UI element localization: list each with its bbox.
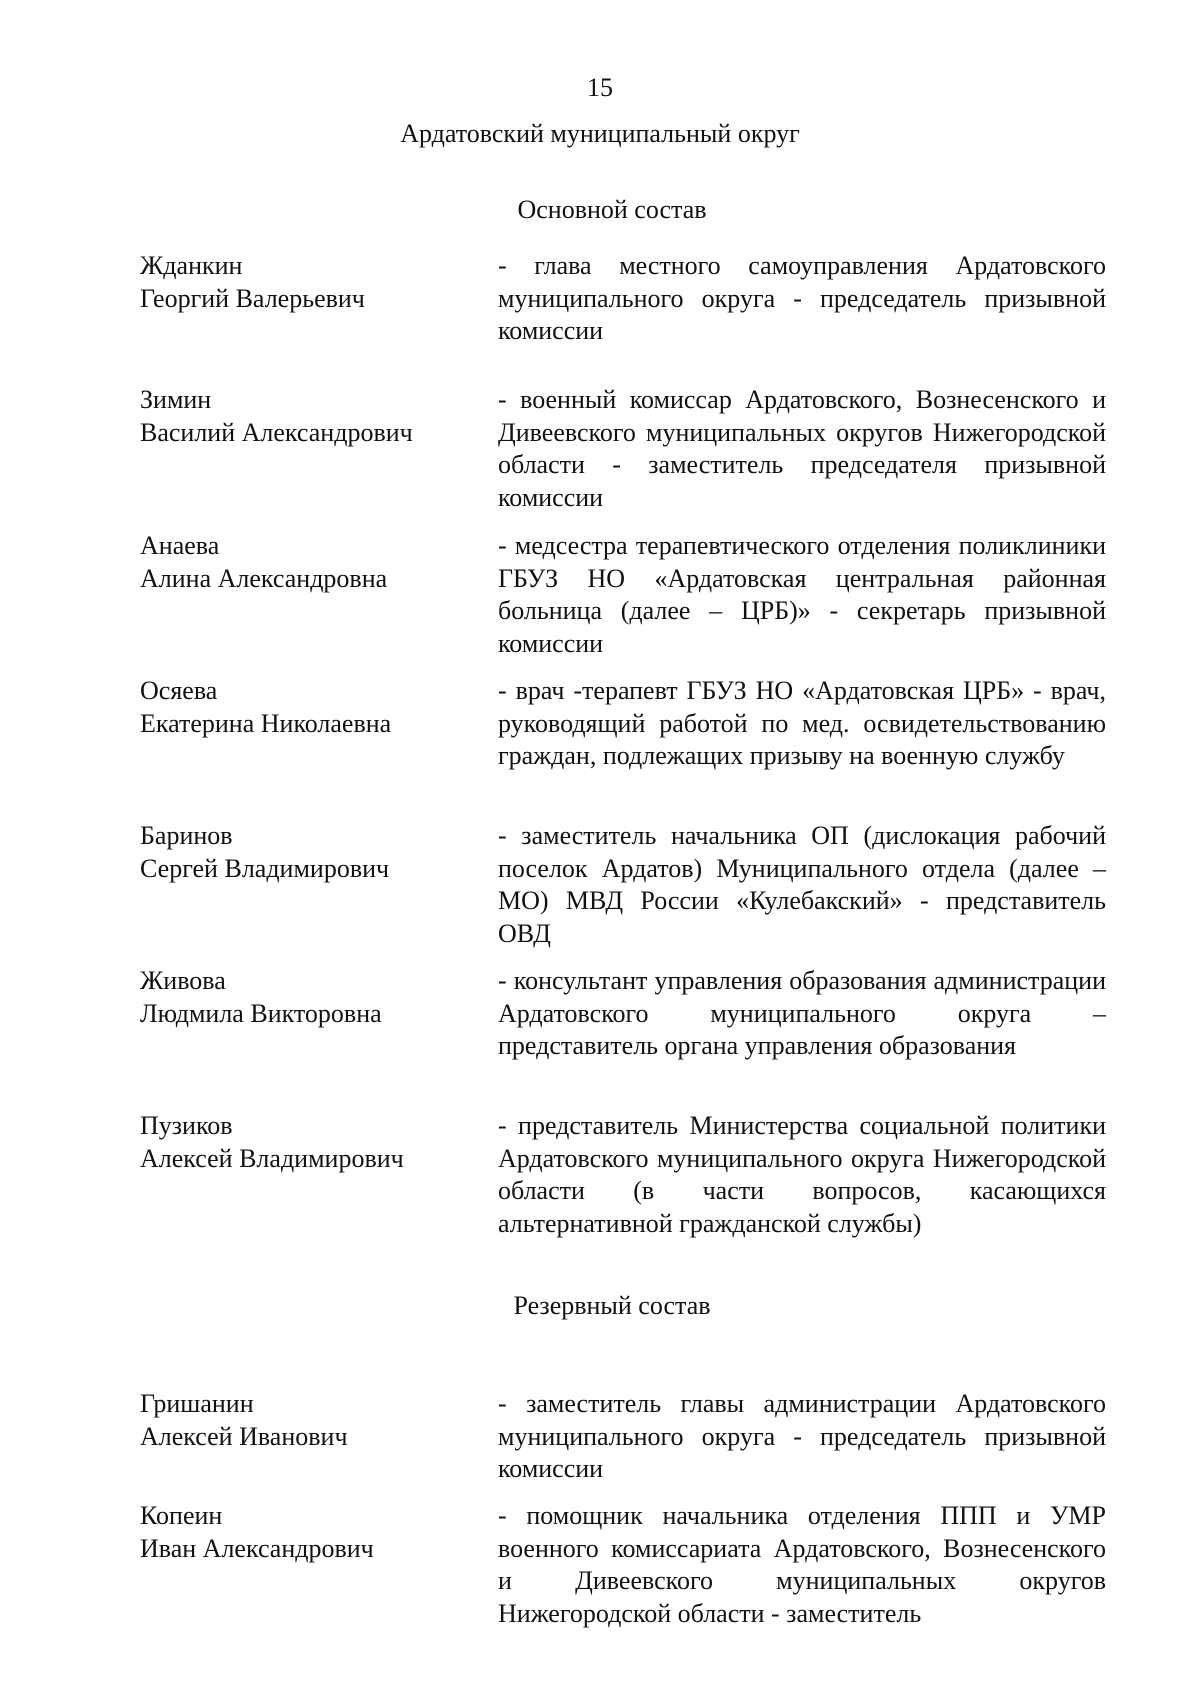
member-surname: Жданкин [140, 251, 243, 280]
member-name [140, 965, 480, 1030]
member-given-names: Людмила Викторовна [140, 998, 382, 1028]
member-role: - военный комиссар Ардатовского, Вознесенского и Дивеевского муниципальных округов Нижегородской области - заместитель председателя призывной комиссии [498, 385, 1106, 512]
member-surname: Баринов [140, 821, 233, 850]
member-name [140, 250, 480, 315]
member-surname: Анаева [140, 531, 220, 560]
member-role: - помощник начальника отделения ППП и УМР военного комиссариата Ардатовского, Вознесенского и Дивеевского муниципальных округов Нижегородской области - заместитель [498, 1501, 1106, 1628]
member-surname: Осяева [140, 676, 218, 705]
member-name [140, 820, 480, 885]
member-given-names: Алексей Владимирович [140, 1143, 404, 1173]
member-role: - консультант управления образования администрации Ардатовского муниципального округа – представитель органа управления образования [498, 966, 1106, 1060]
member-surname: Копеин [140, 1501, 223, 1530]
section-heading-main: Основной состав [517, 195, 707, 224]
member-role: - заместитель начальника ОП (дислокация рабочий поселок Ардатов) Муниципального отдела (далее – МО) МВД России «Кулебакский» - представитель ОВД [498, 821, 1106, 948]
member-given-names: Сергей Владимирович [140, 853, 390, 883]
section-heading-reserve: Резервный состав [513, 1291, 711, 1320]
member-surname: Зимин [140, 385, 212, 414]
member-role: - представитель Министерства социальной политики Ардатовского муниципального округа Нижегородской области (в части вопросов, касающихся альтернативной гражданской службы) [498, 1111, 1106, 1238]
member-given-names: Георгий Валерьевич [140, 283, 365, 313]
member-name [140, 530, 480, 595]
member-given-names: Василий Александрович [140, 417, 413, 447]
member-name [140, 1500, 480, 1565]
member-role: - медсестра терапевтического отделения поликлиники ГБУЗ НО «Ардатовская центральная районная больница (далее – ЦРБ)» - секретарь призывной комиссии [498, 531, 1106, 658]
member-name [140, 384, 480, 449]
district-title: Ардатовский муниципальный округ [400, 119, 800, 148]
member-name [140, 675, 480, 740]
page-number: 15 [587, 73, 613, 102]
member-surname: Пузиков [140, 1111, 233, 1140]
member-surname: Живова [140, 966, 226, 995]
member-role: - заместитель главы администрации Ардатовского муниципального округа - председатель призывной комиссии [498, 1389, 1106, 1483]
member-surname: Гришанин [140, 1389, 254, 1418]
member-given-names: Алексей Иванович [140, 1421, 348, 1451]
member-given-names: Екатерина Николаевна [140, 708, 392, 738]
member-given-names: Алина Александровна [140, 563, 388, 593]
member-role: - глава местного самоуправления Ардатовского муниципального округа - председатель призывной комиссии [498, 251, 1106, 345]
member-name [140, 1110, 480, 1175]
member-name [140, 1388, 480, 1453]
member-given-names: Иван Александрович [140, 1533, 374, 1563]
member-role: - врач -терапевт ГБУЗ НО «Ардатовская ЦРБ» - врач, руководящий работой по мед. освидетельствованию граждан, подлежащих призыву на военную службу [498, 676, 1106, 770]
